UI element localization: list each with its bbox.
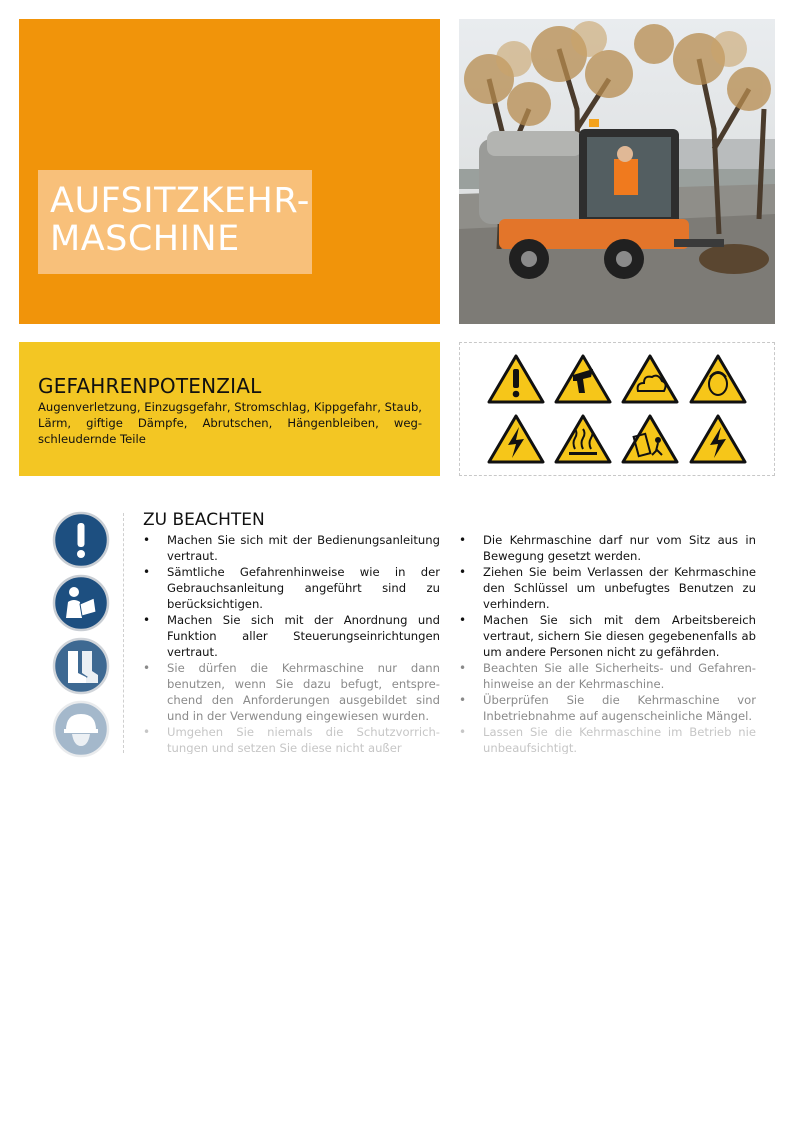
exclamation-warning-icon [486,353,546,405]
hero-banner [19,19,440,324]
sweeper-photo [459,19,775,324]
mandatory-notice-icon [52,511,110,569]
hard-hat-icon [52,700,110,758]
tipping-hazard-icon [620,413,680,465]
hazard-text: Augenverletzung, Einzugsgefahr, Stromschlag, Kippgefahr, Staub, Lärm, giftige Dämpfe, Abrutschen, Hängenbleiben, weg-schleudernde Teile [38,400,422,446]
title-box [38,170,312,274]
hot-surface-icon [553,413,613,465]
read-manual-icon [52,574,110,632]
notes-title: ZU BEACHTEN [143,510,265,530]
high-voltage-icon [688,413,748,465]
list-item: • Machen Sie sich mit der Bedienungsanleitung vertraut. [143,532,440,564]
list-item: • Sie dürfen die Kehrmaschine nur dann benutzen, wenn Sie dazu befugt, entspre-chend den Anforderungen ausgebildet sind und in der Verwendung eingewiesen wurden. [143,660,440,724]
list-item: • Überprüfen Sie die Kehrmaschine vor Inbetriebnahme auf augenscheinliche Mängel. [459,692,756,724]
list-item: • Beachten Sie alle Sicherheits- und Gefahren-hinweise an der Kehrmaschine. [459,660,756,692]
notes-right-list [459,532,756,754]
list-item: • Umgehen Sie niemals die Schutzvorrich-tungen und setzen Sie diese nicht außer [143,724,440,754]
dust-warning-icon [620,353,680,405]
electric-shock-icon [486,413,546,465]
list-item: • Ziehen Sie beim Verlassen der Kehrmaschine den Schlüssel um unbefugtes Benutzen zu verhindern. [459,564,756,612]
noise-warning-icon [688,353,748,405]
hazard-section [19,342,440,476]
divider-line [123,513,124,753]
list-item: • Sämtliche Gefahrenhinweise wie in der Gebrauchsanleitung angeführt sind zu berücksichtigen. [143,564,440,612]
page-title: AUFSITZKEHR- MASCHINE [50,181,310,259]
list-item: • Die Kehrmaschine darf nur vom Sitz aus in Bewegung gesetzt werden. [459,532,756,564]
warning-signs-panel [459,342,775,476]
ride-on-sweeper-image [459,19,775,324]
notes-columns [140,530,760,754]
notes-left-list [143,532,440,754]
hazard-title: GEFAHRENPOTENZIAL [38,374,262,398]
list-item: • Machen Sie sich mit der Anordnung und Funktion aller Steuerungseinrichtungen vertraut. [143,612,440,660]
list-item: • Lassen Sie die Kehrmaschine im Betrieb nie unbeaufsichtigt. [459,724,756,754]
hand-entanglement-icon [553,353,613,405]
list-item: • Machen Sie sich mit dem Arbeitsbereich vertraut, sichern Sie diesen gegebenenfalls ab um andere Personen nicht zu gefährden. [459,612,756,660]
safety-boots-icon [52,637,110,695]
